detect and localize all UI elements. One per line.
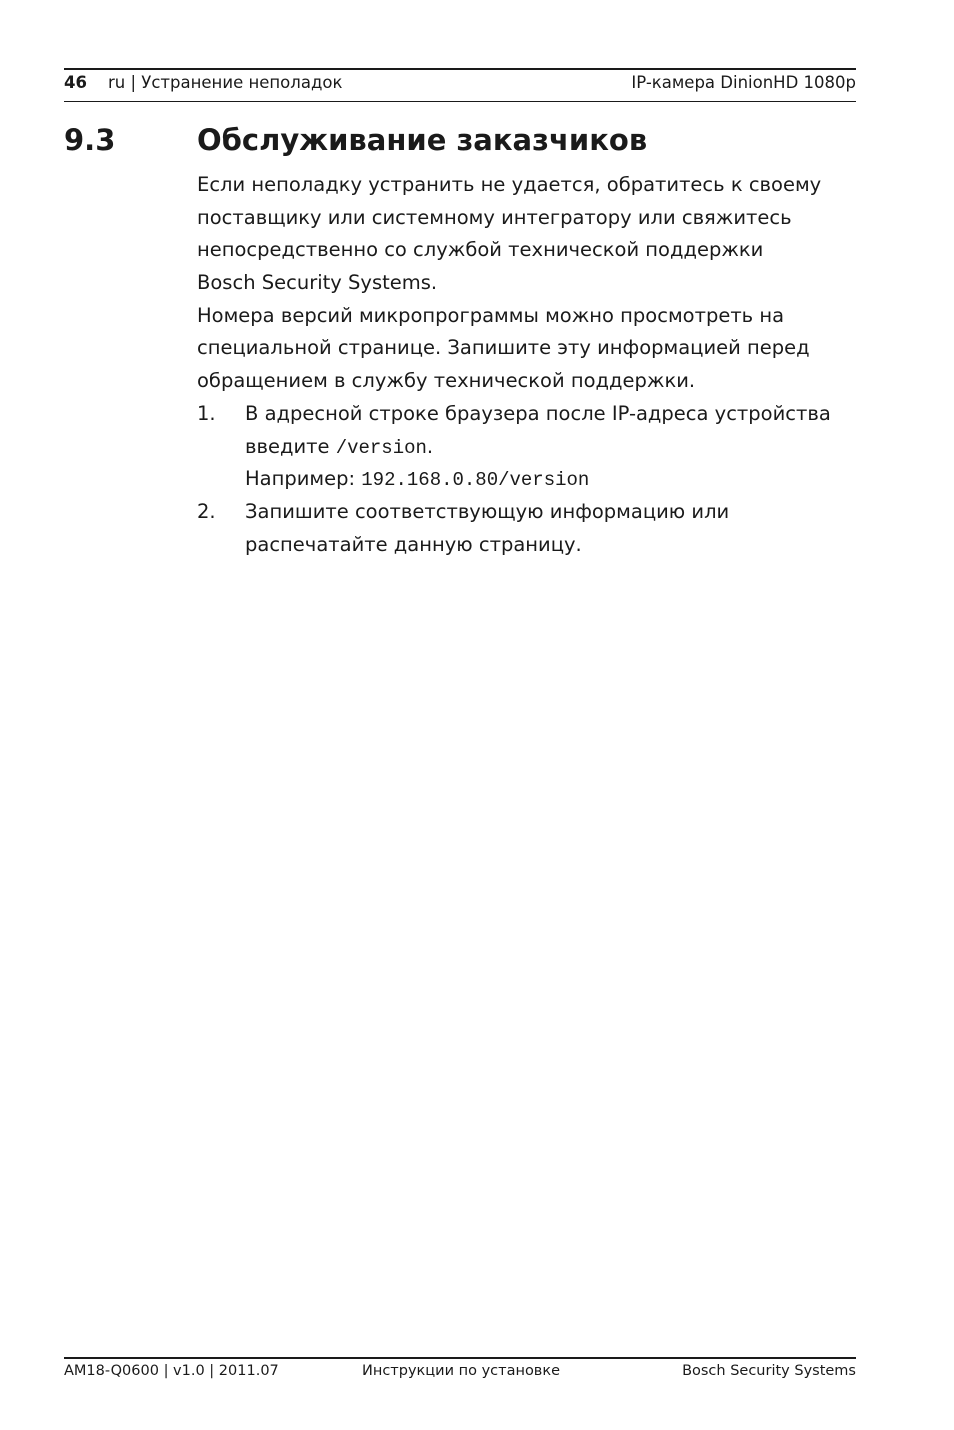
code-path: /version (335, 436, 427, 459)
paragraph-line: специальной странице. Запишите эту информацией перед (197, 336, 810, 360)
page-header (64, 71, 856, 95)
step-item (197, 496, 859, 561)
section-title: Обслуживание заказчиков (197, 123, 648, 157)
header-bottom-rule (64, 101, 856, 102)
paragraph-line: Если неполадку устранить не удается, обратитесь к своему (197, 173, 822, 196)
footer-doc-id: AM18-Q0600 | v1.0 | 2011.07 (64, 1363, 279, 1379)
header-section-label: ru | Устранение неполадок (108, 73, 343, 92)
section-body (197, 169, 859, 561)
step-text: введите (245, 434, 336, 458)
paragraph-line: Номера версий микропрограммы можно просмотреть на (197, 303, 785, 327)
step-line: Запишите соответствующую информацию или (245, 499, 730, 523)
step-line: В адресной строке браузера после IP-адреса устройства (245, 401, 831, 425)
section-number: 9.3 (64, 123, 116, 157)
page-number: 46 (64, 73, 87, 92)
paragraph-line: непосредственно со службой технической поддержки (197, 238, 764, 262)
paragraph-line: обращением в службу технической поддержки. (197, 369, 696, 393)
step-text: . (426, 434, 434, 458)
step-item (197, 398, 859, 496)
page-footer (64, 1360, 856, 1382)
step-line (245, 431, 859, 464)
paragraph-line: Bosch Security Systems. (197, 271, 438, 295)
footer-doc-type: Инструкции по установке (362, 1363, 561, 1379)
step-number: 2. (197, 499, 216, 523)
paragraph-line: поставщику или системному интегратору или свяжитесь (197, 205, 792, 229)
footer-rule (64, 1357, 856, 1359)
step-number: 1. (197, 401, 216, 425)
step-example (245, 463, 859, 496)
header-product-name: IP-камера DinionHD 1080p (631, 73, 856, 92)
example-url: 192.168.0.80/version (361, 469, 590, 492)
step-line: распечатайте данную страницу. (245, 532, 582, 556)
header-top-rule (64, 68, 856, 70)
footer-company: Bosch Security Systems (682, 1363, 856, 1379)
example-label: Например: (245, 467, 362, 491)
